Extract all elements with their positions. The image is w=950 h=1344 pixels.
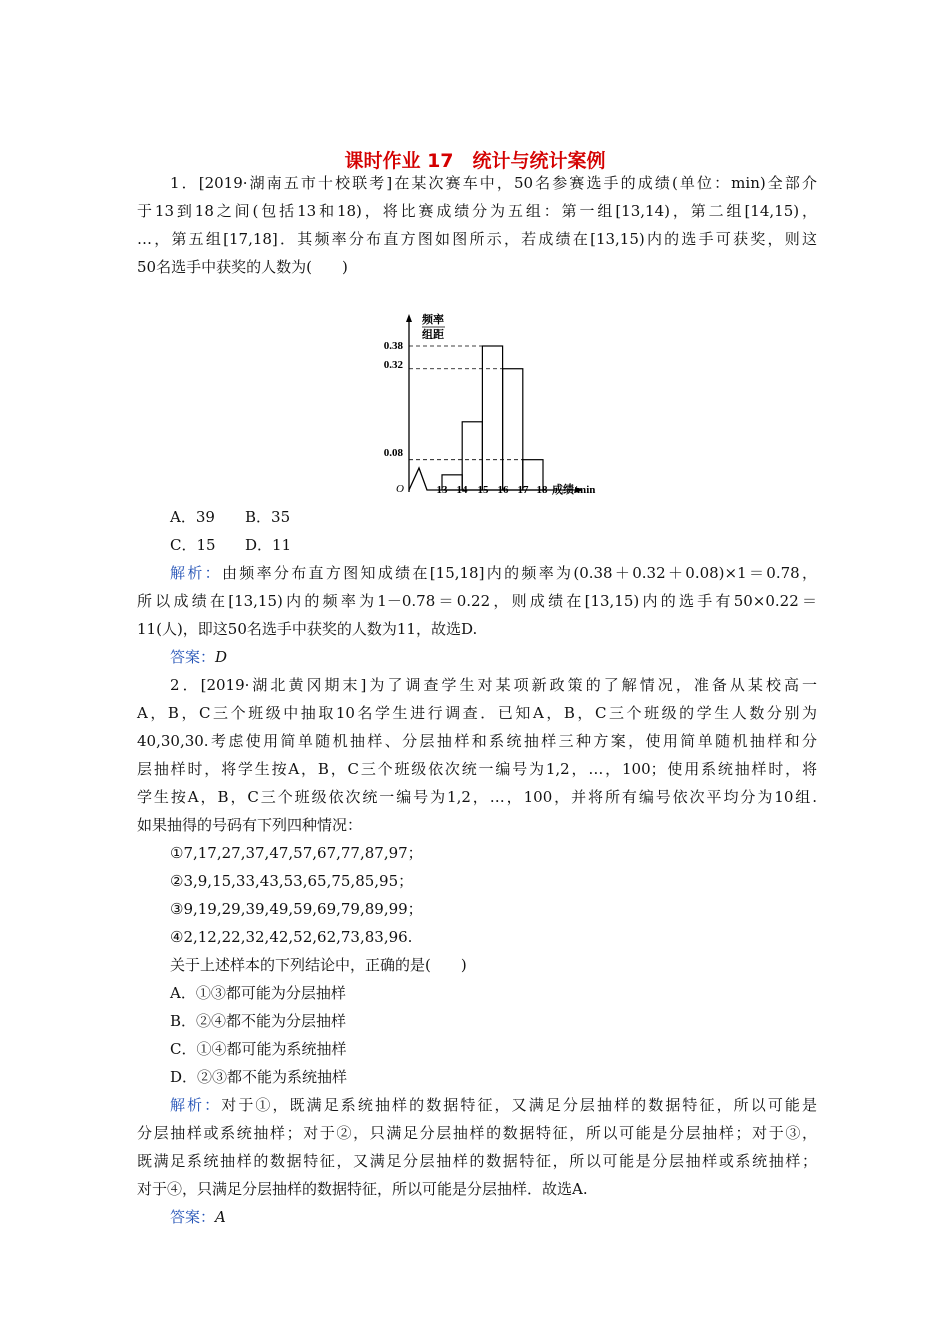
q2-sample-4: ④2,12,22,32,42,52,62,73,83,96. <box>170 928 413 946</box>
x-tick-14: 14 <box>456 484 468 496</box>
x-tick-17: 17 <box>517 484 529 496</box>
y-tick-038: 0.38 <box>383 340 403 352</box>
q1-option-b: B．35 <box>245 508 291 526</box>
q1-line-4: 50名选手中获奖的人数为( ) <box>137 258 348 276</box>
q1-line-1: 1．[2019·湖南五市十校联考]在某次赛车中，50名参赛选手的成绩(单位：min)全部介 <box>170 174 817 192</box>
histogram-bar <box>462 422 482 490</box>
q2-option-d: D．②③都不能为系统抽样 <box>170 1068 348 1086</box>
q2-sample-3: ③9,19,29,39,49,59,69,79,89,99； <box>170 900 423 918</box>
q2-analysis-line-4: 对于④，只满足分层抽样的数据特征，所以可能是分层抽样．故选A. <box>137 1180 588 1198</box>
x-tick-18: 18 <box>536 484 548 496</box>
q2-line-2: A，B，C三个班级中抽取10名学生进行调查．已知A，B，C三个班级的学生人数分别为 <box>137 704 817 722</box>
x-tick-13: 13 <box>436 484 448 496</box>
q2-option-c: C．①④都可能为系统抽样 <box>170 1040 347 1058</box>
q2-sample-2: ②3,9,15,33,43,53,65,75,85,95； <box>170 872 414 890</box>
q2-analysis-line-1 <box>170 1095 817 1115</box>
q2-answer <box>170 1207 850 1227</box>
q2-answer-label: 答案： <box>170 1208 216 1226</box>
x-tick-16: 16 <box>497 484 509 496</box>
q2-analysis-text-1: 对于①，既满足系统抽样的数据特征，又满足分层抽样的数据特征，所以可能是 <box>221 1096 817 1114</box>
q1-option-d: D．11 <box>245 536 292 554</box>
x-axis <box>409 468 576 490</box>
histogram-bar <box>482 346 502 490</box>
origin-label: O <box>396 483 404 495</box>
q2-line-6: 如果抽得的号码有下列四种情况： <box>137 816 363 834</box>
q1-answer-value: D <box>215 648 228 666</box>
q2-option-a: A．①③都可能为分层抽样 <box>170 984 346 1002</box>
q1-answer-label: 答案： <box>170 648 216 666</box>
q1-line-3: …，第五组[17,18]．其频率分布直方图如图所示，若成绩在[13,15)内的选手可获奖，则这 <box>137 230 817 248</box>
y-axis-arrow <box>406 314 412 322</box>
ylabel-bottom: 组距 <box>422 329 444 341</box>
page-title: 课时作业 17 统计与统计案例 <box>344 150 606 172</box>
q2-analysis-line-3: 既满足系统抽样的数据特征，又满足分层抽样的数据特征，所以可能是分层抽样或系统抽样； <box>137 1152 817 1170</box>
y-tick-008: 0.08 <box>383 447 403 459</box>
q2-question: 关于上述样本的下列结论中，正确的是( ) <box>170 956 467 974</box>
y-tick-032: 0.32 <box>383 359 403 371</box>
q2-analysis-label: 解析： <box>170 1096 222 1114</box>
q2-line-1: 2．[2019·湖北黄冈期末]为了调查学生对某项新政策的了解情况，准备从某校高一 <box>170 676 817 694</box>
x-tick-15: 15 <box>477 484 489 496</box>
q1-analysis-text-1: 由频率分布直方图知成绩在[15,18]内的频率为(0.38＋0.32＋0.08)×1＝0.78， <box>221 564 817 582</box>
q2-line-4: 层抽样时，将学生按A，B，C三个班级依次统一编号为1,2，…，100；使用系统抽样时，将 <box>137 760 817 778</box>
q1-analysis-line-2: 所以成绩在[13,15)内的频率为1－0.78＝0.22，则成绩在[13,15)内的选手有50×0.22＝ <box>137 592 817 610</box>
q2-analysis-line-2: 分层抽样或系统抽样；对于②，只满足分层抽样的数据特征，所以可能是分层抽样；对于③， <box>137 1124 817 1142</box>
q1-analysis-label: 解析： <box>170 564 222 582</box>
q1-option-a: A．39 <box>170 508 215 526</box>
q2-option-b: B．②④都不能为分层抽样 <box>170 1012 347 1030</box>
q1-line-2: 于13到18之间(包括13和18)，将比赛成绩分为五组：第一组[13,14)，第二组[14,15)， <box>137 202 817 220</box>
x-axis-label: 成绩/min <box>552 484 596 496</box>
q2-answer-value: A <box>215 1208 226 1226</box>
q2-line-3: 40,30,30.考虑使用简单随机抽样、分层抽样和系统抽样三种方案，使用简单随机抽样和分 <box>137 732 817 750</box>
histogram-bar <box>503 369 523 490</box>
q1-analysis-line-3: 11(人)，即这50名选手中获奖的人数为11，故选D. <box>137 620 478 638</box>
ylabel-top: 频率 <box>422 314 444 326</box>
frequency-histogram <box>372 310 612 500</box>
q2-line-5: 学生按A，B，C三个班级依次统一编号为1,2，…，100，并将所有编号依次平均分为10组. <box>137 788 817 806</box>
q2-sample-1: ①7,17,27,37,47,57,67,77,87,97； <box>170 844 423 862</box>
q1-answer <box>170 647 850 667</box>
q1-option-c: C．15 <box>170 536 216 554</box>
q1-analysis-line-1 <box>170 563 817 583</box>
